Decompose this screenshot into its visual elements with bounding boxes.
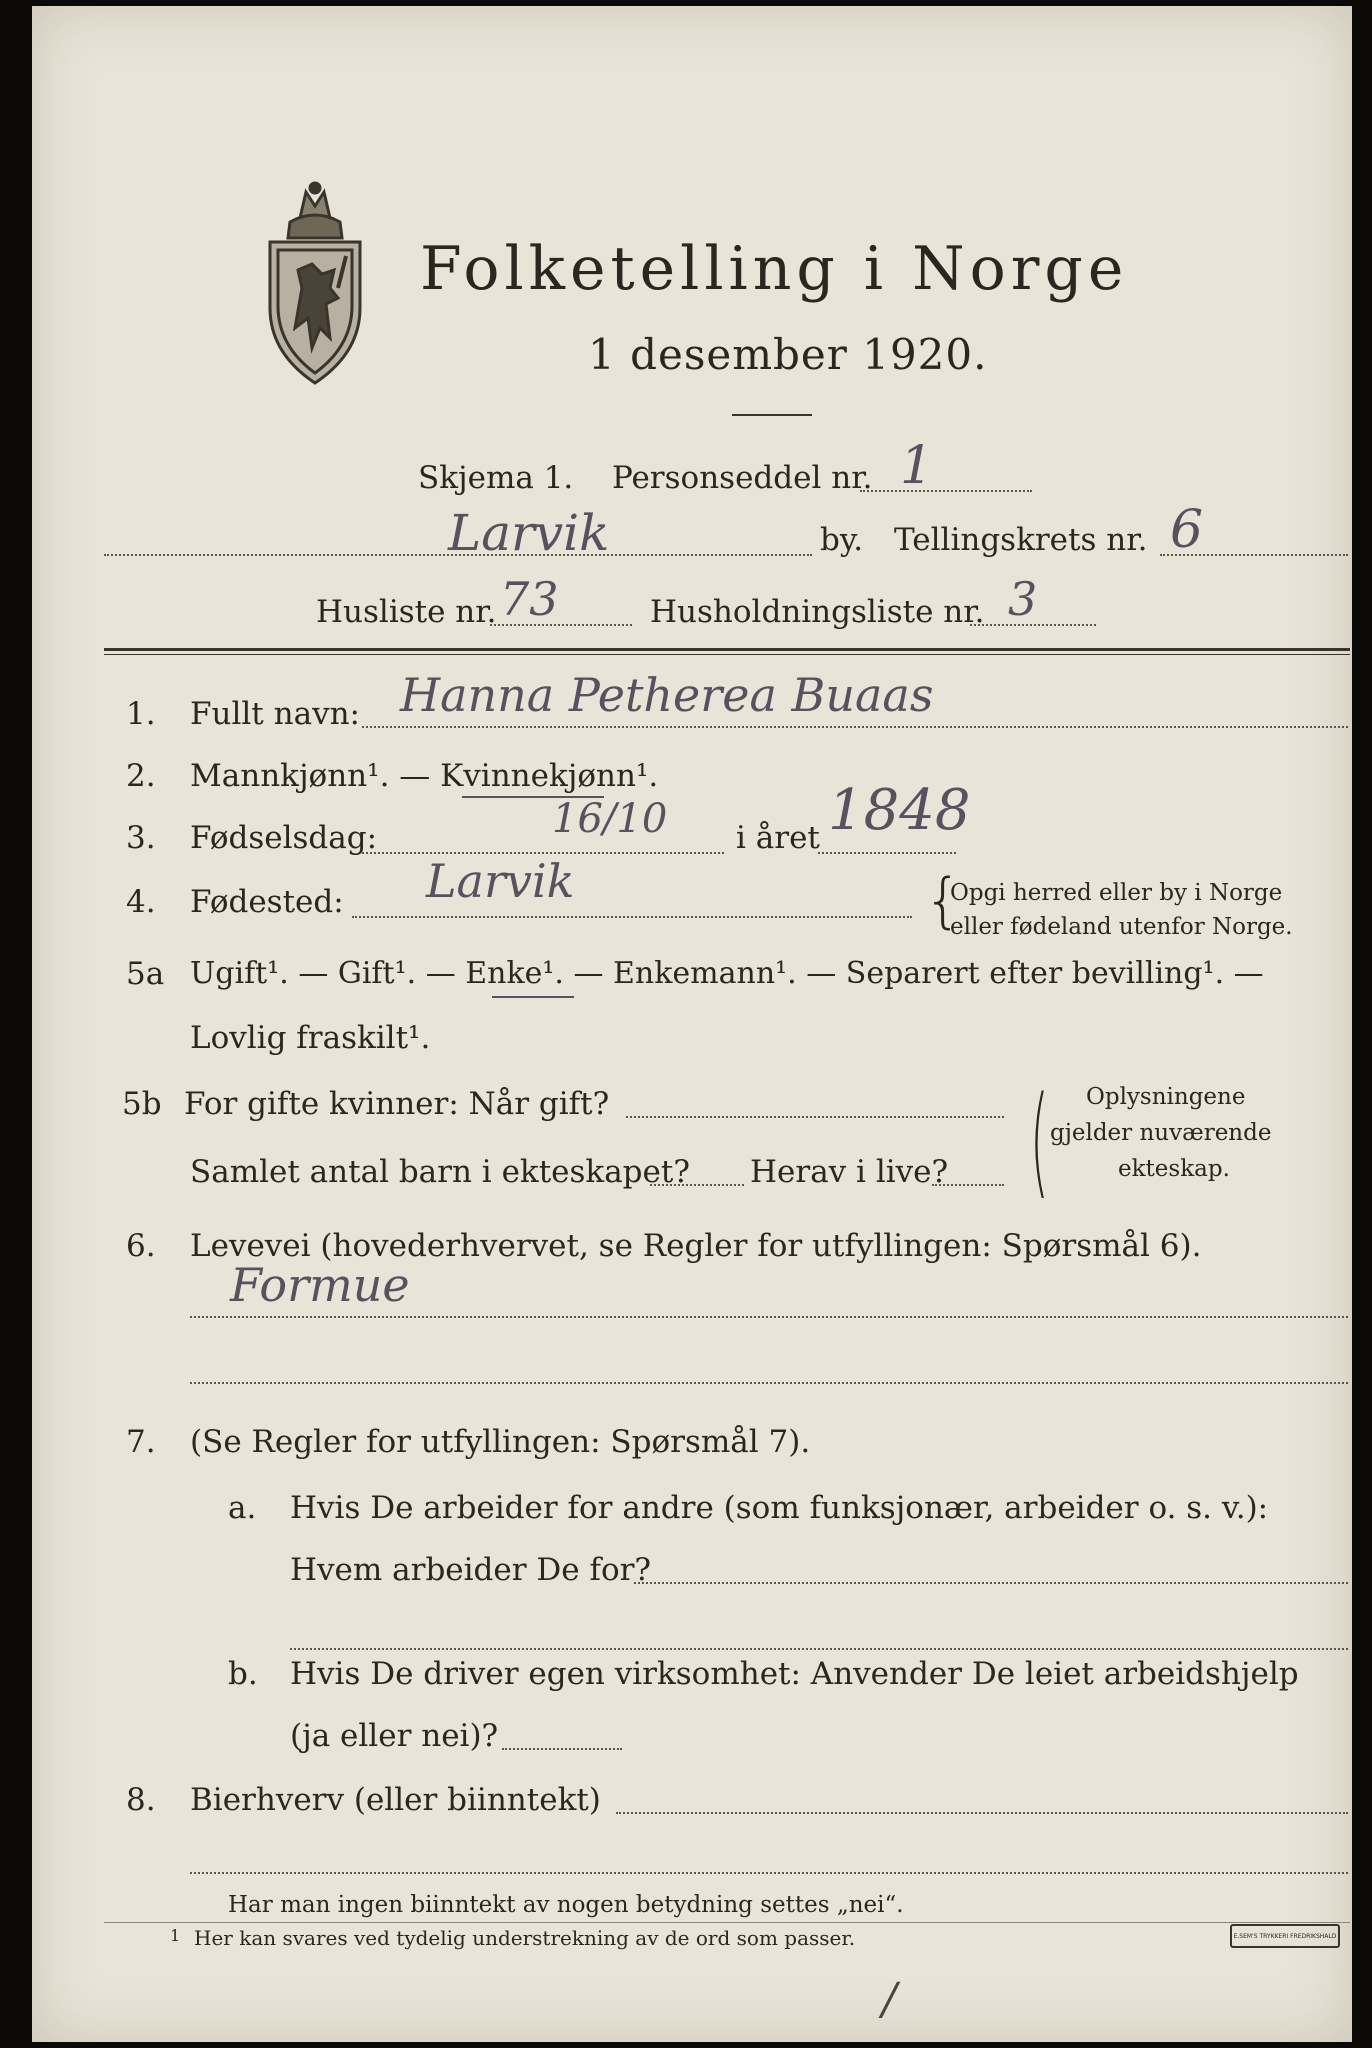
q3-label: Fødselsdag:: [190, 820, 378, 856]
tellingskrets-value[interactable]: 6: [1170, 500, 1204, 560]
printer-stamp-text: E.SEM'S TRYKKERI FREDRIKSHALD: [1233, 1932, 1337, 1940]
q7a-extra-line: [290, 1648, 1348, 1650]
q7-label: (Se Regler for utfyllingen: Spørsmål 7).: [190, 1424, 811, 1460]
q7-number: 7.: [126, 1424, 156, 1460]
q5b-brace: (: [1030, 1072, 1049, 1211]
q7b-answer-line: [502, 1748, 622, 1750]
q7a-employer-line: [634, 1582, 1348, 1584]
q1-number: 1.: [126, 696, 156, 732]
title-divider: [732, 414, 812, 416]
q5b-alive-line: [932, 1184, 1004, 1186]
q4-note-1: Opgi herred eller by i Norge: [950, 880, 1283, 906]
q3-year-line: [818, 852, 956, 854]
q7a-line-2: Hvem arbeider De for?: [290, 1552, 652, 1588]
q5b-note-1: Oplysningene: [1086, 1084, 1246, 1110]
q4-brace: {: [924, 866, 963, 936]
q7a-letter: a.: [228, 1490, 257, 1526]
q3-year-label: i året: [736, 820, 820, 856]
occupation-value[interactable]: Formue: [230, 1258, 410, 1312]
q3-number: 3.: [126, 820, 156, 856]
q5b-children-label: Samlet antal barn i ekteskapet?: [190, 1154, 690, 1190]
printer-stamp: [1230, 1924, 1340, 1948]
q8-label: Bierhverv (eller biinntekt): [190, 1782, 601, 1818]
birthyear-value[interactable]: 1848: [828, 778, 971, 843]
q6-line-1: [190, 1316, 1348, 1318]
personseddel-value[interactable]: 1: [900, 436, 934, 496]
footer-rule: [104, 1922, 1350, 1923]
q4-label: Fødested:: [190, 884, 344, 920]
census-date: 1 desember 1920.: [588, 330, 988, 379]
bottom-pencil-mark: /: [882, 1974, 897, 2025]
q5b-children-line: [650, 1184, 744, 1186]
q4-note-2: eller fødeland utenfor Norge.: [950, 914, 1293, 940]
q5a-options-2: Lovlig fraskilt¹.: [190, 1020, 431, 1056]
schema-label: Skjema 1.: [418, 460, 574, 496]
q6-number: 6.: [126, 1228, 156, 1264]
husholdning-label: Husholdningsliste nr.: [650, 594, 985, 630]
form-title: Folketelling i Norge: [420, 234, 1129, 304]
q7a-line-1: Hvis De arbeider for andre (som funksjonær, arbeider o. s. v.):: [290, 1490, 1269, 1526]
census-form-page: [32, 6, 1352, 2042]
q7b-line-1: Hvis De driver egen virksomhet: Anvender De leiet arbeidshjelp: [290, 1656, 1299, 1692]
q1-label: Fullt navn:: [190, 696, 360, 732]
q2-number: 2.: [126, 758, 156, 794]
header-rule-thin: [104, 654, 1350, 655]
q6-line-2: [190, 1382, 1348, 1384]
tellingskrets-label: Tellingskrets nr.: [894, 522, 1148, 558]
q5b-note-2: gjelder nuværende: [1050, 1120, 1272, 1146]
footnote-mark: 1: [170, 1926, 181, 1945]
city-value[interactable]: Larvik: [448, 504, 610, 562]
footnote-text: Her kan svares ved tydelig understrekning av de ord som passer.: [194, 1926, 856, 1950]
q5a-number: 5a: [126, 956, 165, 992]
q5a-underline: [492, 996, 574, 998]
by-label: by.: [820, 522, 864, 558]
husliste-label: Husliste nr.: [316, 594, 497, 630]
q8-line-2: [190, 1872, 1348, 1874]
q5b-alive-label: Herav i live?: [750, 1154, 949, 1190]
q5a-options: Ugift¹. — Gift¹. — Enke¹. — Enkemann¹. — Separert efter bevilling¹. —: [190, 956, 1264, 991]
q7b-letter: b.: [228, 1656, 258, 1692]
footer-note: Har man ingen biinntekt av nogen betydning settes „nei“.: [228, 1892, 904, 1918]
q4-number: 4.: [126, 884, 156, 920]
q8-line: [616, 1812, 1348, 1814]
q7b-line-2: (ja eller nei)?: [290, 1718, 499, 1754]
birthdate-value[interactable]: 16/10: [552, 796, 668, 842]
husliste-value[interactable]: 73: [500, 572, 559, 626]
q5b-married-line: [626, 1116, 1004, 1118]
q1-line: [362, 726, 1348, 728]
q5b-note-3: ekteskap.: [1118, 1156, 1230, 1182]
q5b-married-label: For gifte kvinner: Når gift?: [184, 1086, 610, 1122]
coat-of-arms-icon: [250, 178, 380, 388]
birthplace-value[interactable]: Larvik: [426, 854, 575, 908]
q6-label: Levevei (hovederhvervet, se Regler for utfyllingen: Spørsmål 6).: [190, 1228, 1202, 1264]
q2-label: Mannkjønn¹. — Kvinnekjønn¹.: [190, 758, 659, 794]
q5b-number: 5b: [122, 1086, 162, 1122]
q8-number: 8.: [126, 1782, 156, 1818]
personseddel-line: [860, 490, 1032, 492]
header-rule-thick: [104, 648, 1350, 651]
husholdning-value[interactable]: 3: [1008, 572, 1038, 626]
q4-line: [352, 916, 912, 918]
full-name-value[interactable]: Hanna Petherea Buaas: [400, 668, 934, 722]
personseddel-label: Personseddel nr.: [612, 460, 873, 496]
